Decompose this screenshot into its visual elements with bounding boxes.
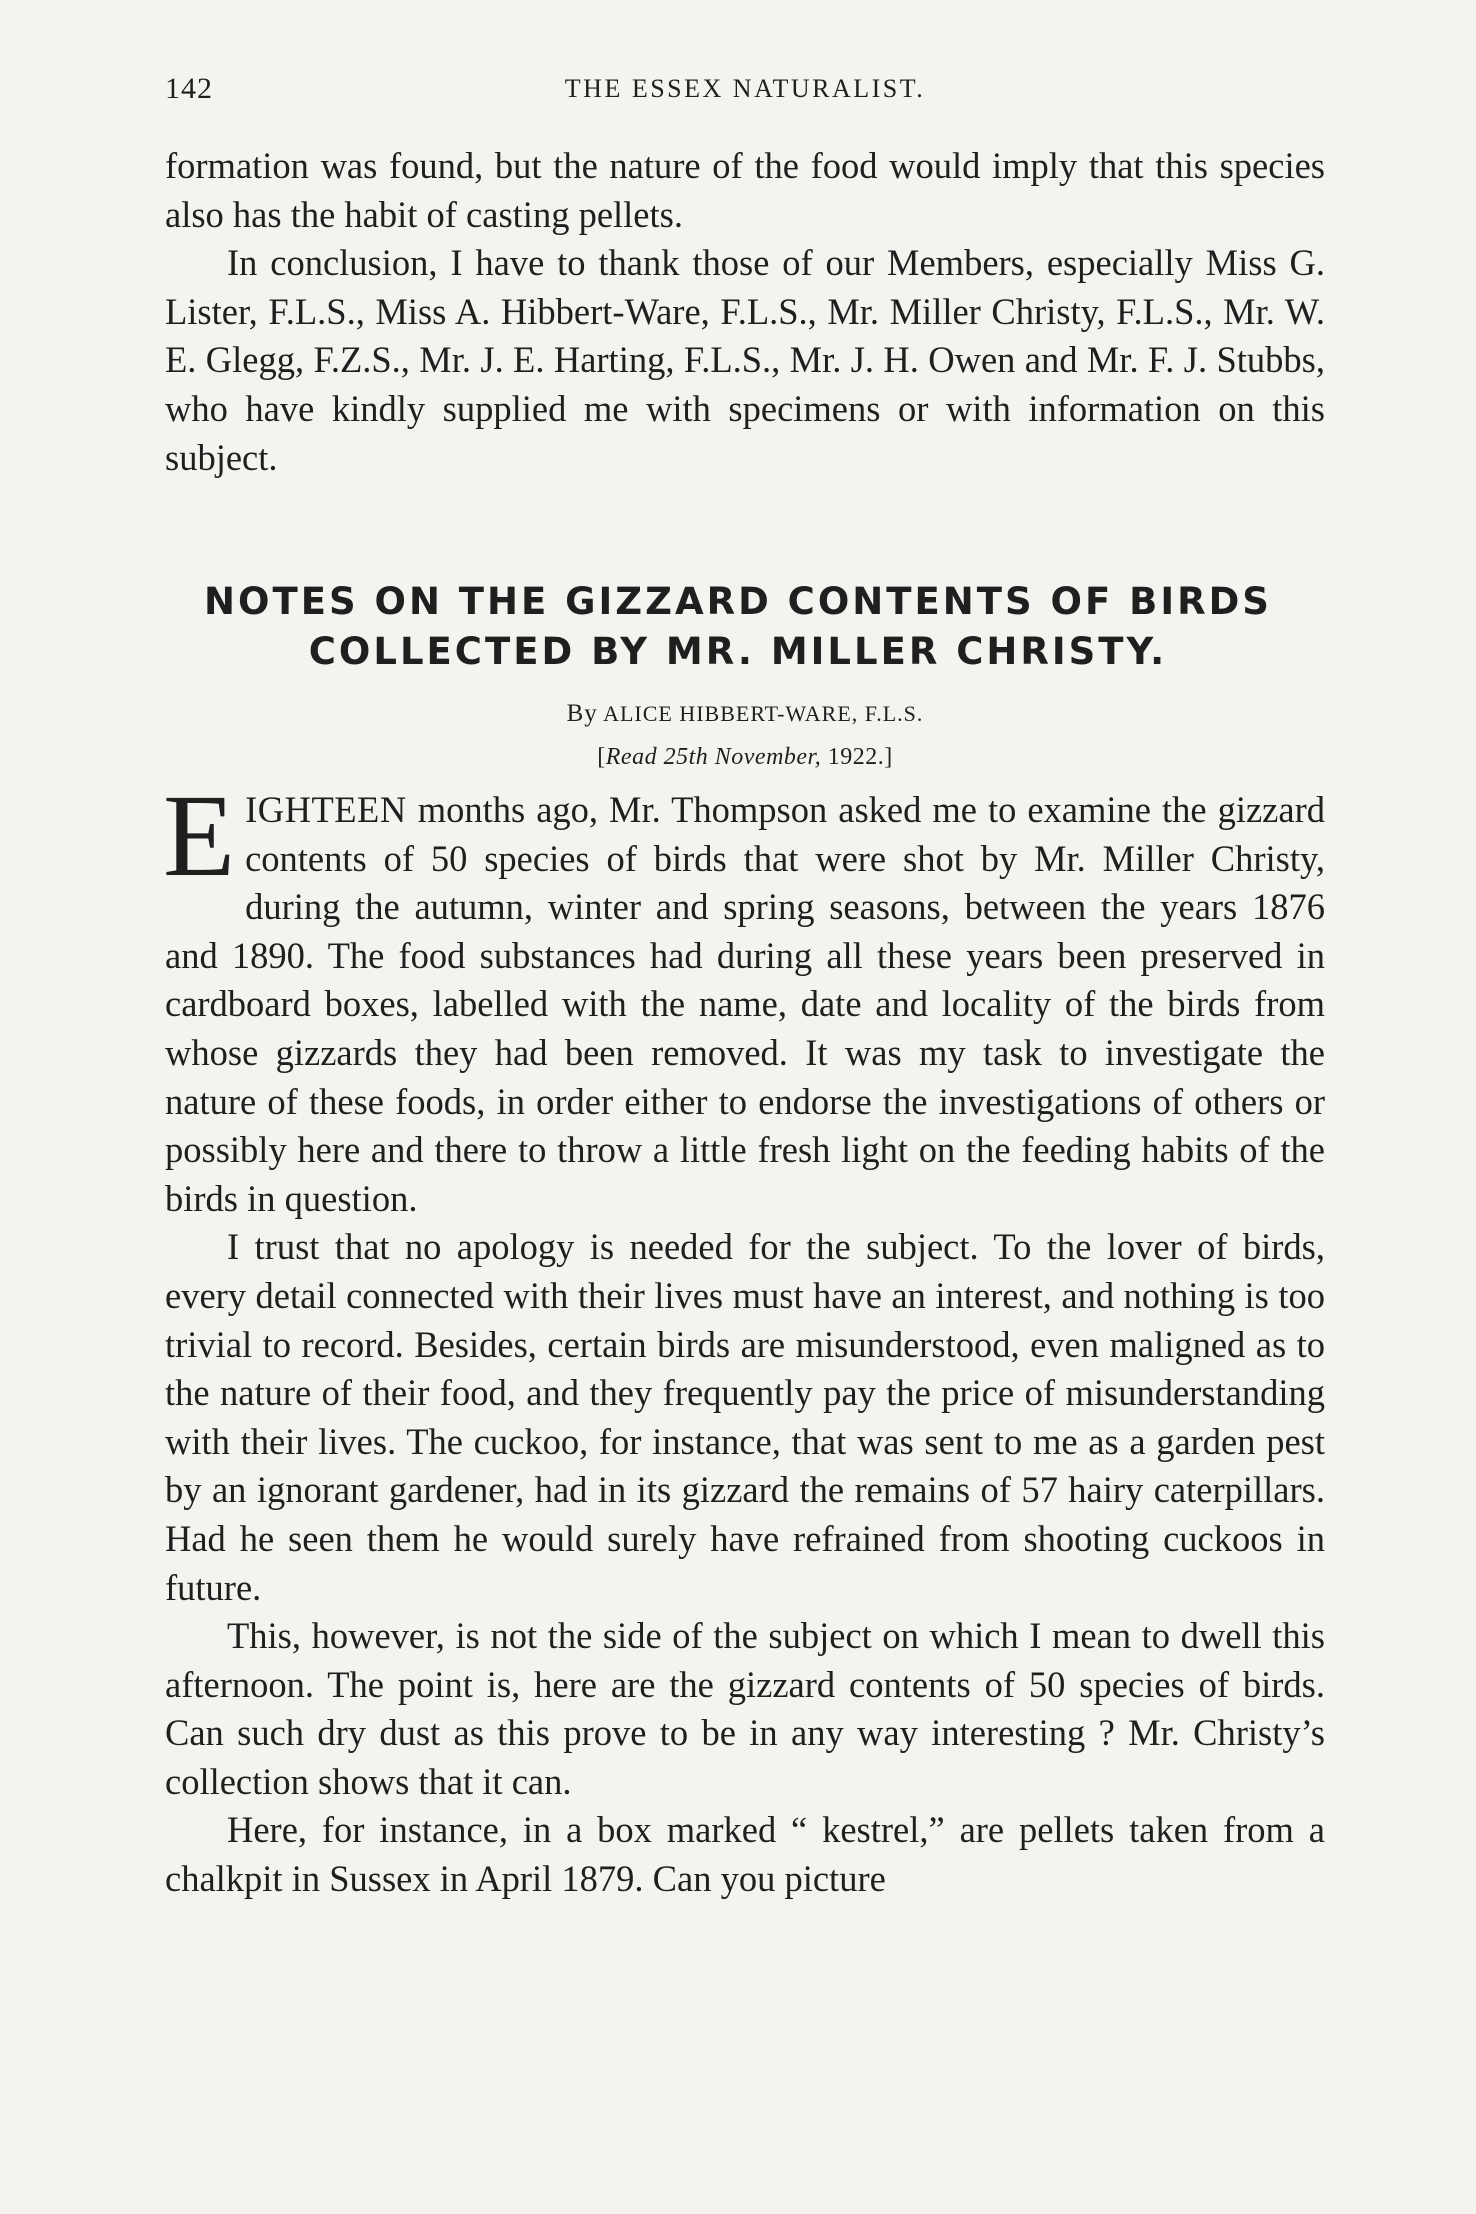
read-word: Read bbox=[605, 744, 658, 770]
first-word-rest: IGHTEEN bbox=[245, 789, 407, 830]
intro-paragraph-1: formation was found, but the nature of the food would imply that this species also has the habit of casting pellets. bbox=[165, 145, 1325, 235]
article-body bbox=[163, 770, 1325, 1904]
body-paragraph-4: Here, for instance, in a box marked “ kestrel,” are pellets taken from a chalkpit in Sussex in April 1879. Can you picture bbox=[165, 1809, 1325, 1900]
running-head bbox=[165, 72, 1325, 112]
intro-text bbox=[165, 142, 1325, 482]
body-paragraph-2: I trust that no apology is needed for the subject. To the lover of birds, every detail connected with their lives must have an interest, and nothing is too trivial to record. Besides, certain birds are misunderstood, even maligned as to the nature of their food, and they frequently pay the price of misunderstanding with their lives. The cuckoo, for instance, that was sent to me as a garden pest by an ignorant gardener, had in its gizzard the remains of 57 hairy caterpillars. Had he seen them he would surely have refrained from shooting cuckoos in future. bbox=[165, 1226, 1325, 1608]
read-date-month: November, bbox=[714, 744, 822, 770]
first-paragraph-rest: months ago, Mr. Thompson asked me to examine the gizzard contents of 50 species of birds that were shot by Mr. Miller Christy, during the autumn, winter and spring seasons, between the years 1876 and 1890. The food substances had during all these years been preserved in cardboard boxes, labelled with the name, date and locality of the birds from whose gizzards they had been removed. It was my task to investigate the nature of these foods, in order either to endorse the investigations of others or possibly here and there to throw a little fresh light on the feeding habits of the birds in question. bbox=[165, 789, 1325, 1219]
journal-title: THE ESSEX NATURALIST. bbox=[564, 74, 926, 103]
read-date-open: [ bbox=[597, 744, 606, 770]
byline-prefix: By bbox=[566, 700, 598, 727]
page-number: 142 bbox=[165, 72, 213, 105]
article-title bbox=[130, 577, 1346, 677]
body-paragraph-1 bbox=[163, 770, 1325, 1223]
article-title-line-1: NOTES ON THE GIZZARD CONTENTS OF BIRDS bbox=[204, 580, 1272, 623]
byline-author: ALICE HIBBERT-WARE, F.L.S. bbox=[603, 701, 924, 726]
read-date-year: 1922.] bbox=[827, 744, 893, 770]
intro-paragraph-2: In conclusion, I have to thank those of our Members, especially Miss G. Lister, F.L.S., Miss A. Hibbert-Ware, F.L.S., Mr. Miller Christy, F.L.S., Mr. W. E. Glegg, F.Z.S., Mr. J. E. Harting, F.L.S., Mr. J. H. Owen and Mr. F. J. Stubbs, who have kindly supplied me with specimens or with information on this subject. bbox=[165, 242, 1325, 478]
read-date bbox=[165, 744, 1325, 771]
drop-cap: E bbox=[163, 770, 236, 901]
read-date-day: 25th bbox=[663, 744, 709, 770]
body-paragraph-3: This, however, is not the side of the subject on which I mean to dwell this afternoon. The point is, here are the gizzard contents of 50 species of birds. Can such dry dust as this prove to be in any way interesting ? Mr. Christy’s collection shows that it can. bbox=[165, 1615, 1325, 1802]
byline bbox=[165, 700, 1325, 728]
article-title-line-2: COLLECTED BY MR. MILLER CHRISTY. bbox=[308, 630, 1168, 673]
